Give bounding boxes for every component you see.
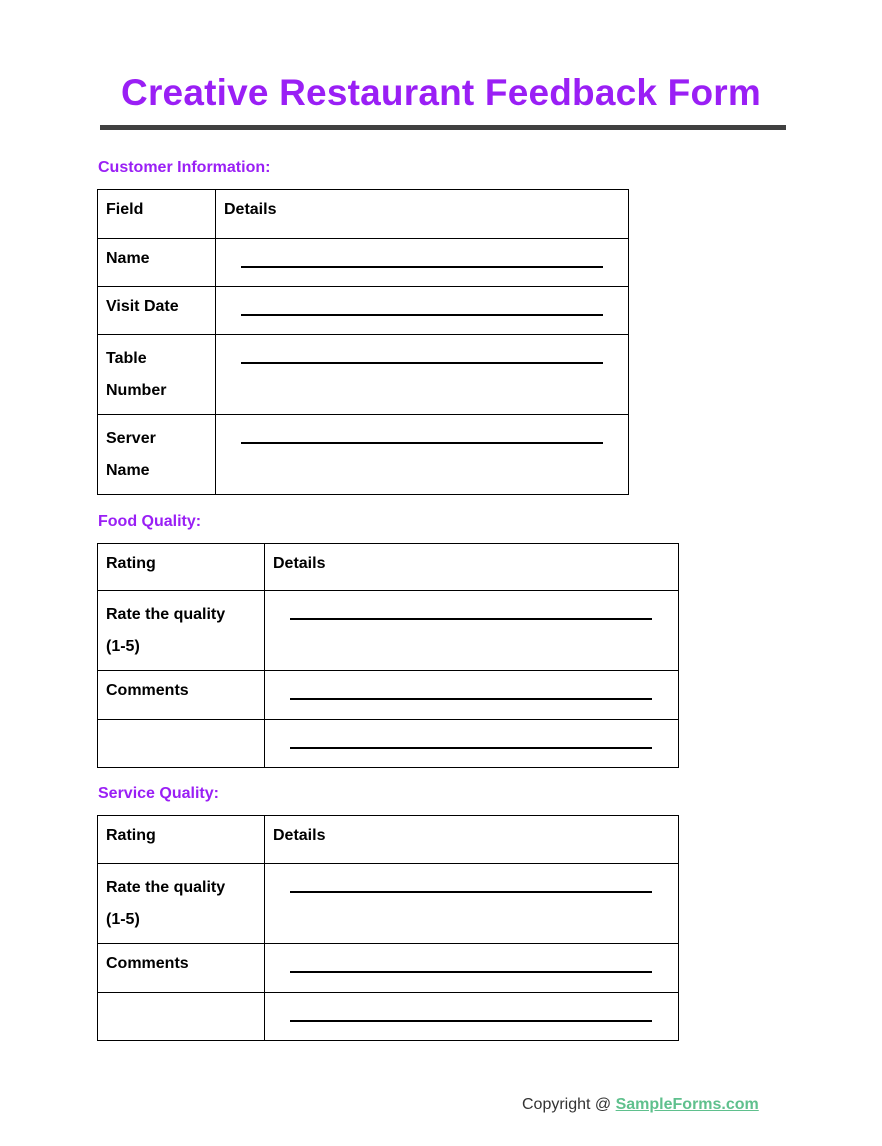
section-heading-service-quality: Service Quality: — [98, 785, 219, 802]
customer-information-table — [97, 189, 629, 495]
table-row-extra — [98, 720, 679, 768]
field-label-empty — [98, 993, 264, 1003]
service-rating-input-line[interactable] — [290, 891, 652, 893]
field-label-comments: Comments — [106, 682, 189, 699]
table-number-input-line[interactable] — [241, 362, 603, 364]
server-name-input-line[interactable] — [241, 442, 603, 444]
field-label-rate-quality: Rate the quality (1-5) — [106, 606, 226, 655]
table-row-rate-quality — [98, 864, 679, 944]
service-quality-table — [97, 815, 679, 1041]
title-divider — [100, 125, 786, 130]
table-header-row — [98, 816, 679, 864]
table-row-server-name — [98, 415, 629, 495]
food-quality-table — [97, 543, 679, 768]
table-row-rate-quality — [98, 591, 679, 671]
section-heading-food-quality: Food Quality: — [98, 513, 202, 530]
column-header-details: Details — [273, 555, 326, 572]
food-rating-input-line[interactable] — [290, 618, 652, 620]
column-header-details: Details — [224, 201, 277, 218]
table-row-extra — [98, 993, 679, 1041]
column-header-details: Details — [273, 827, 326, 844]
table-row-comments — [98, 944, 679, 993]
table-row-table-number — [98, 335, 629, 415]
column-header-field: Field — [106, 201, 144, 218]
field-label-empty — [98, 720, 264, 730]
service-comments-input-line[interactable] — [290, 971, 652, 973]
section-heading-customer-information: Customer Information: — [98, 159, 271, 176]
page-title: Creative Restaurant Feedback Form — [121, 72, 761, 113]
field-label-rate-quality: Rate the quality (1-5) — [106, 879, 226, 928]
table-header-row — [98, 544, 679, 591]
copyright-footer — [522, 1096, 759, 1114]
column-header-rating: Rating — [106, 827, 156, 844]
name-input-line[interactable] — [241, 266, 603, 268]
table-row-comments — [98, 671, 679, 720]
column-header-rating: Rating — [106, 555, 156, 572]
field-label-name: Name — [106, 250, 150, 267]
table-row-visit-date — [98, 287, 629, 335]
table-row-name — [98, 239, 629, 287]
sampleforms-link[interactable]: SampleForms.com — [615, 1096, 759, 1113]
field-label-comments: Comments — [106, 955, 189, 972]
visit-date-input-line[interactable] — [241, 314, 603, 316]
service-extra-input-line[interactable] — [290, 1020, 652, 1022]
table-header-row — [98, 190, 629, 239]
field-label-visit-date: Visit Date — [106, 298, 179, 315]
food-comments-input-line[interactable] — [290, 698, 652, 700]
copyright-text: Copyright @ — [522, 1096, 616, 1113]
field-label-table-number: Table Number — [106, 350, 167, 399]
field-label-server-name: Server Name — [106, 430, 156, 479]
food-extra-input-line[interactable] — [290, 747, 652, 749]
